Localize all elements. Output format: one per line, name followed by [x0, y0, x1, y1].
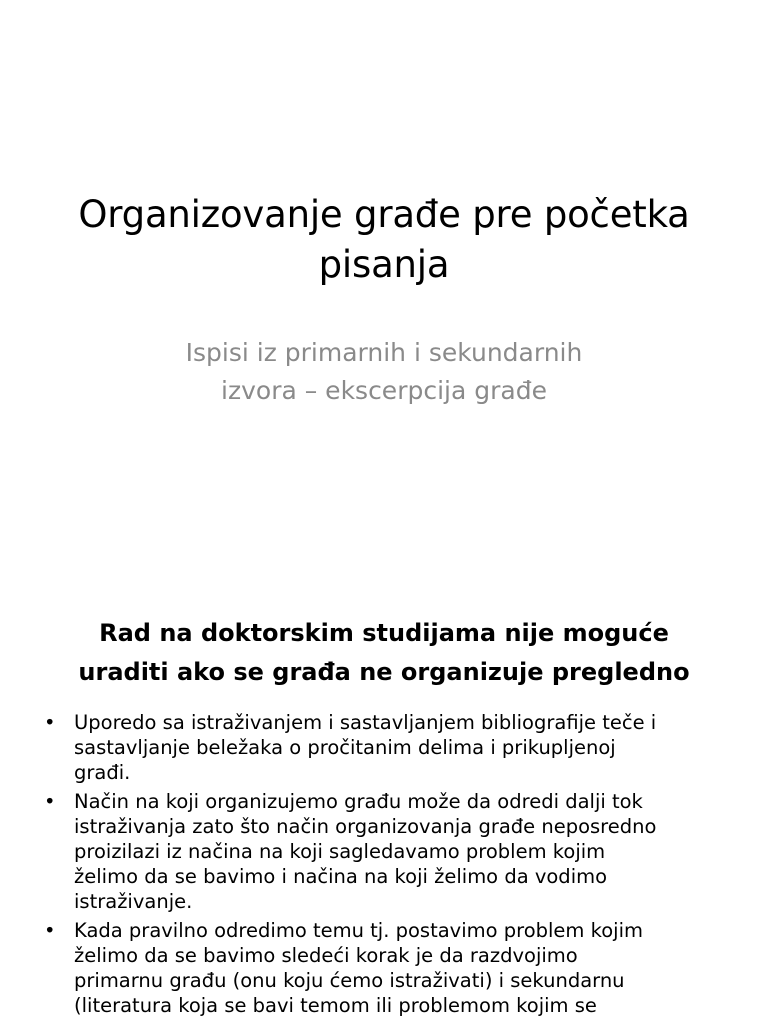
bullet-item — [40, 710, 730, 785]
bullet-line: primarnu građu (onu koju ćemo istraživati) i sekundarnu — [74, 969, 625, 992]
subtitle-line-1: Ispisi iz primarnih i sekundarnih — [185, 338, 583, 367]
subtitle-line-2: izvora – ekscerpcija građe — [221, 376, 547, 405]
title-line-2: pisanja — [318, 243, 450, 286]
bullet-line: istraživanja zato što način organizovanja građe neposredno — [74, 815, 657, 838]
slide-content — [0, 576, 768, 1024]
bullet-line: (literatura koja se bavi temom ili problemom kojim se — [74, 994, 597, 1017]
bullet-line: proizilazi iz načina na koji sagledavamo problem kojim — [74, 840, 606, 863]
bullet-icon: • — [44, 790, 56, 813]
bullet-line: sastavljanje beležaka o pročitanim delima i prikupljenoj — [74, 736, 616, 759]
bullet-icon: • — [44, 711, 56, 734]
bullet-list — [40, 710, 730, 1022]
content-slide-heading — [40, 614, 728, 692]
bullet-icon: • — [44, 919, 56, 942]
bullet-line: želimo da se bavimo sledeći korak je da razdvojimo — [74, 944, 578, 967]
bullet-line: Kada pravilno odredimo temu tj. postavimo problem kojim — [74, 919, 643, 942]
bullet-item — [40, 789, 730, 914]
slide-title-heading — [40, 190, 728, 290]
slide-subtitle — [120, 334, 648, 410]
bullet-line: želimo da se bavimo i načina na koji želimo da vodimo — [74, 865, 608, 888]
bullet-item — [40, 918, 730, 1018]
heading-line-2: uraditi ako se građa ne organizuje pregledno — [78, 658, 690, 686]
heading-line-1: Rad na doktorskim studijama nije moguće — [99, 619, 669, 647]
bullet-line: građi. — [74, 761, 131, 784]
bullet-line: Uporedo sa istraživanjem i sastavljanjem bibliografije teče i — [74, 711, 657, 734]
bullet-line: istraživanje. — [74, 890, 193, 913]
bullet-line: Način na koji organizujemo građu može da odredi dalji tok — [74, 790, 643, 813]
title-line-1: Organizovanje građe pre početka — [78, 193, 690, 236]
